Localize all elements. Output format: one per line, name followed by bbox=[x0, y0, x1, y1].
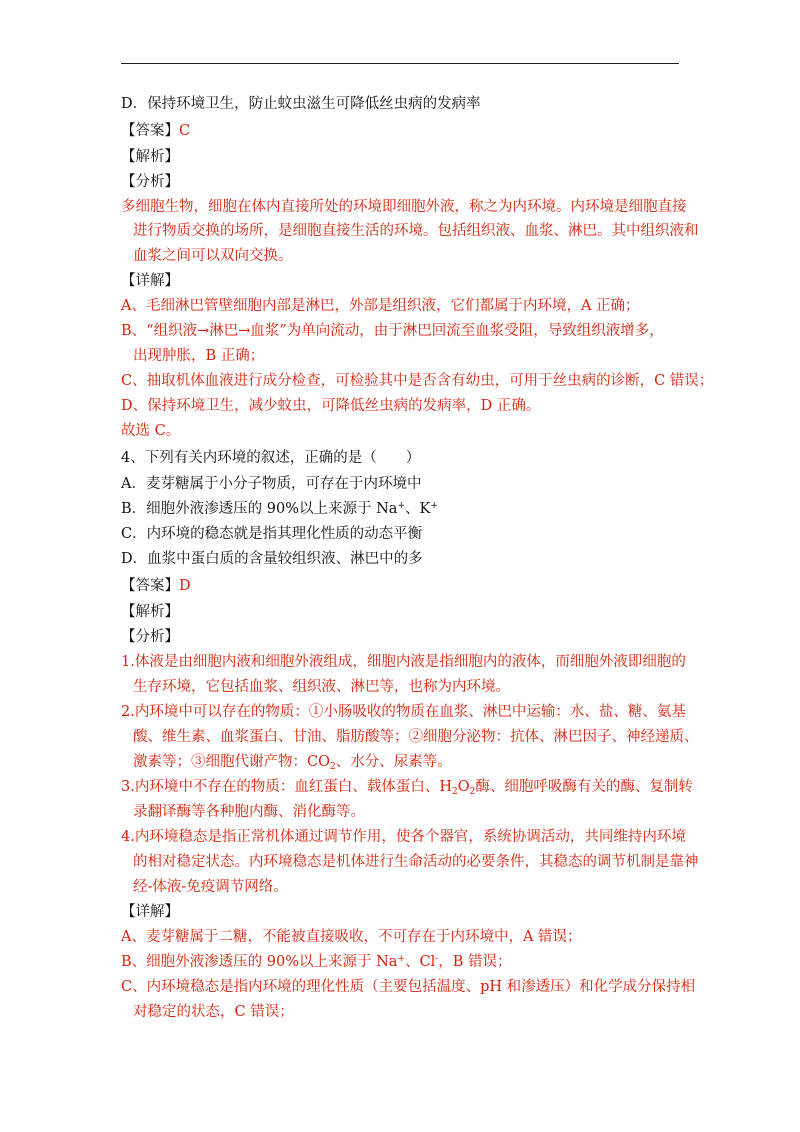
fenxi-label: 【分析】 bbox=[121, 629, 179, 645]
answer-value: C bbox=[179, 123, 191, 139]
superscript: + bbox=[397, 954, 405, 964]
answer-value: D bbox=[179, 578, 191, 594]
analysis-paragraph-2: 酸、维生素、血浆蛋白、甘油、脂肪酸等；②细胞分泌物：抗体、淋巴因子、神经递质、 bbox=[133, 729, 699, 745]
detail-line-c: 对稳定的状态，C 错误； bbox=[133, 1004, 294, 1020]
analysis-paragraph-2 bbox=[133, 752, 452, 772]
text-run: 激素等；③细胞代谢产物：CO bbox=[133, 754, 330, 770]
analysis-paragraph-3 bbox=[121, 777, 693, 797]
fenxi-line: 血浆之间可以双向交换。 bbox=[133, 248, 293, 264]
text-run: B、细胞外液渗透压的 90%以上来源于 Na bbox=[121, 954, 398, 970]
option-c: C．内环境的稳态就是指其理化性质的动态平衡 bbox=[121, 526, 423, 542]
answer-label: 【答案】 bbox=[121, 578, 179, 594]
question-stem: 4、下列有关内环境的叙述，正确的是（ ） bbox=[121, 450, 421, 466]
fenxi-line: 多细胞生物，细胞在体内直接所处的环境即细胞外液，称之为内环境。内环境是细胞直接 bbox=[121, 199, 687, 215]
subscript: 2 bbox=[451, 787, 458, 797]
analysis-paragraph-3: 录翻译酶等各种胞内酶、消化酶等。 bbox=[133, 804, 365, 820]
text-run: 酶、细胞呼吸酶有关的酶、复制转 bbox=[475, 779, 693, 795]
analysis-paragraph-4: 4.内环境稳态是指正常机体通过调节作用，使各个器官，系统协调活动，共同维持内环境 bbox=[121, 829, 686, 845]
detail-line-c: C、内环境稳态是指内环境的理化性质（主要包括温度、pH 和渗透压）和化学成分保持相 bbox=[121, 979, 696, 995]
detail-line: D、保持环境卫生，减少蚊虫，可降低丝虫病的发病率，D 正确。 bbox=[121, 398, 541, 414]
detail-line-a: A、麦芽糖属于二糖，不能被直接吸收，不可存在于内环境中，A 错误； bbox=[121, 929, 582, 945]
analysis-paragraph-2: 2.内环境中可以存在的物质：①小肠吸收的物质在血浆、淋巴中运输：水、盐、糖、氨基 bbox=[121, 704, 686, 720]
analysis-paragraph-4: 的相对稳定状态。内环境稳态是机体进行生命活动的必要条件，其稳态的调节机制是靠神 bbox=[133, 854, 699, 870]
text-run: 3.内环境中不存在的物质：血红蛋白、载体蛋白、H bbox=[121, 779, 452, 795]
q4-answer bbox=[121, 576, 191, 596]
fenxi-line: 进行物质交换的场所，是细胞直接生活的环境。包括组织液、血浆、淋巴。其中组织液和 bbox=[133, 223, 699, 239]
superscript: + bbox=[397, 501, 405, 511]
analysis-paragraph-1: 生存环境，它包括血浆、组织液、淋巴等，也称为内环境。 bbox=[133, 679, 510, 695]
subscript: 2 bbox=[469, 787, 476, 797]
detail-label: 【详解】 bbox=[121, 273, 179, 289]
prev-option-d: D．保持环境卫生，防止蚊虫滋生可降低丝虫病的发病率 bbox=[121, 96, 481, 112]
option-b-text: B．细胞外液渗透压的 90%以上来源于 Na bbox=[121, 501, 398, 517]
answer-label: 【答案】 bbox=[121, 123, 179, 139]
option-b-text: 、K bbox=[404, 501, 431, 517]
detail-line-b bbox=[121, 952, 512, 972]
detail-line: A、毛细淋巴管壁细胞内部是淋巴，外部是组织液，它们都属于内环境，A 正确； bbox=[121, 298, 640, 314]
option-d: D．血浆中蛋白质的含量较组织液、淋巴中的多 bbox=[121, 551, 423, 567]
prev-answer bbox=[121, 121, 190, 141]
subscript: 2 bbox=[329, 762, 336, 772]
fenxi-label: 【分析】 bbox=[121, 174, 179, 190]
option-b bbox=[121, 499, 438, 519]
detail-line: B、“组织液→淋巴→血浆”为单向流动，由于淋巴回流至血浆受阻，导致组织液增多， bbox=[121, 323, 664, 339]
detail-line: 出现肿胀，B 正确； bbox=[133, 348, 265, 364]
option-a: A．麦芽糖属于小分子物质，可存在于内环境中 bbox=[121, 476, 422, 492]
text-run: 、水分、尿素等。 bbox=[335, 754, 452, 770]
superscript: + bbox=[430, 501, 438, 511]
header-rule bbox=[121, 63, 679, 64]
conclusion: 故选 C。 bbox=[121, 423, 181, 439]
analysis-label: 【解析】 bbox=[121, 604, 179, 620]
analysis-paragraph-1: 1.体液是由细胞内液和细胞外液组成，细胞内液是指细胞内的液体，而细胞外液即细胞的 bbox=[121, 654, 686, 670]
detail-line: C、抽取机体血液进行成分检查，可检验其中是否含有幼虫，可用于丝虫病的诊断，C 错误； bbox=[121, 373, 714, 389]
text-run: 、Cl bbox=[404, 954, 436, 970]
analysis-label: 【解析】 bbox=[121, 149, 179, 165]
analysis-paragraph-4: 经-体液-免疫调节网络。 bbox=[133, 879, 288, 895]
text-run: ，B 错误； bbox=[438, 954, 512, 970]
superscript: - bbox=[435, 954, 439, 964]
text-run: O bbox=[457, 779, 470, 795]
detail-label: 【详解】 bbox=[121, 904, 179, 920]
